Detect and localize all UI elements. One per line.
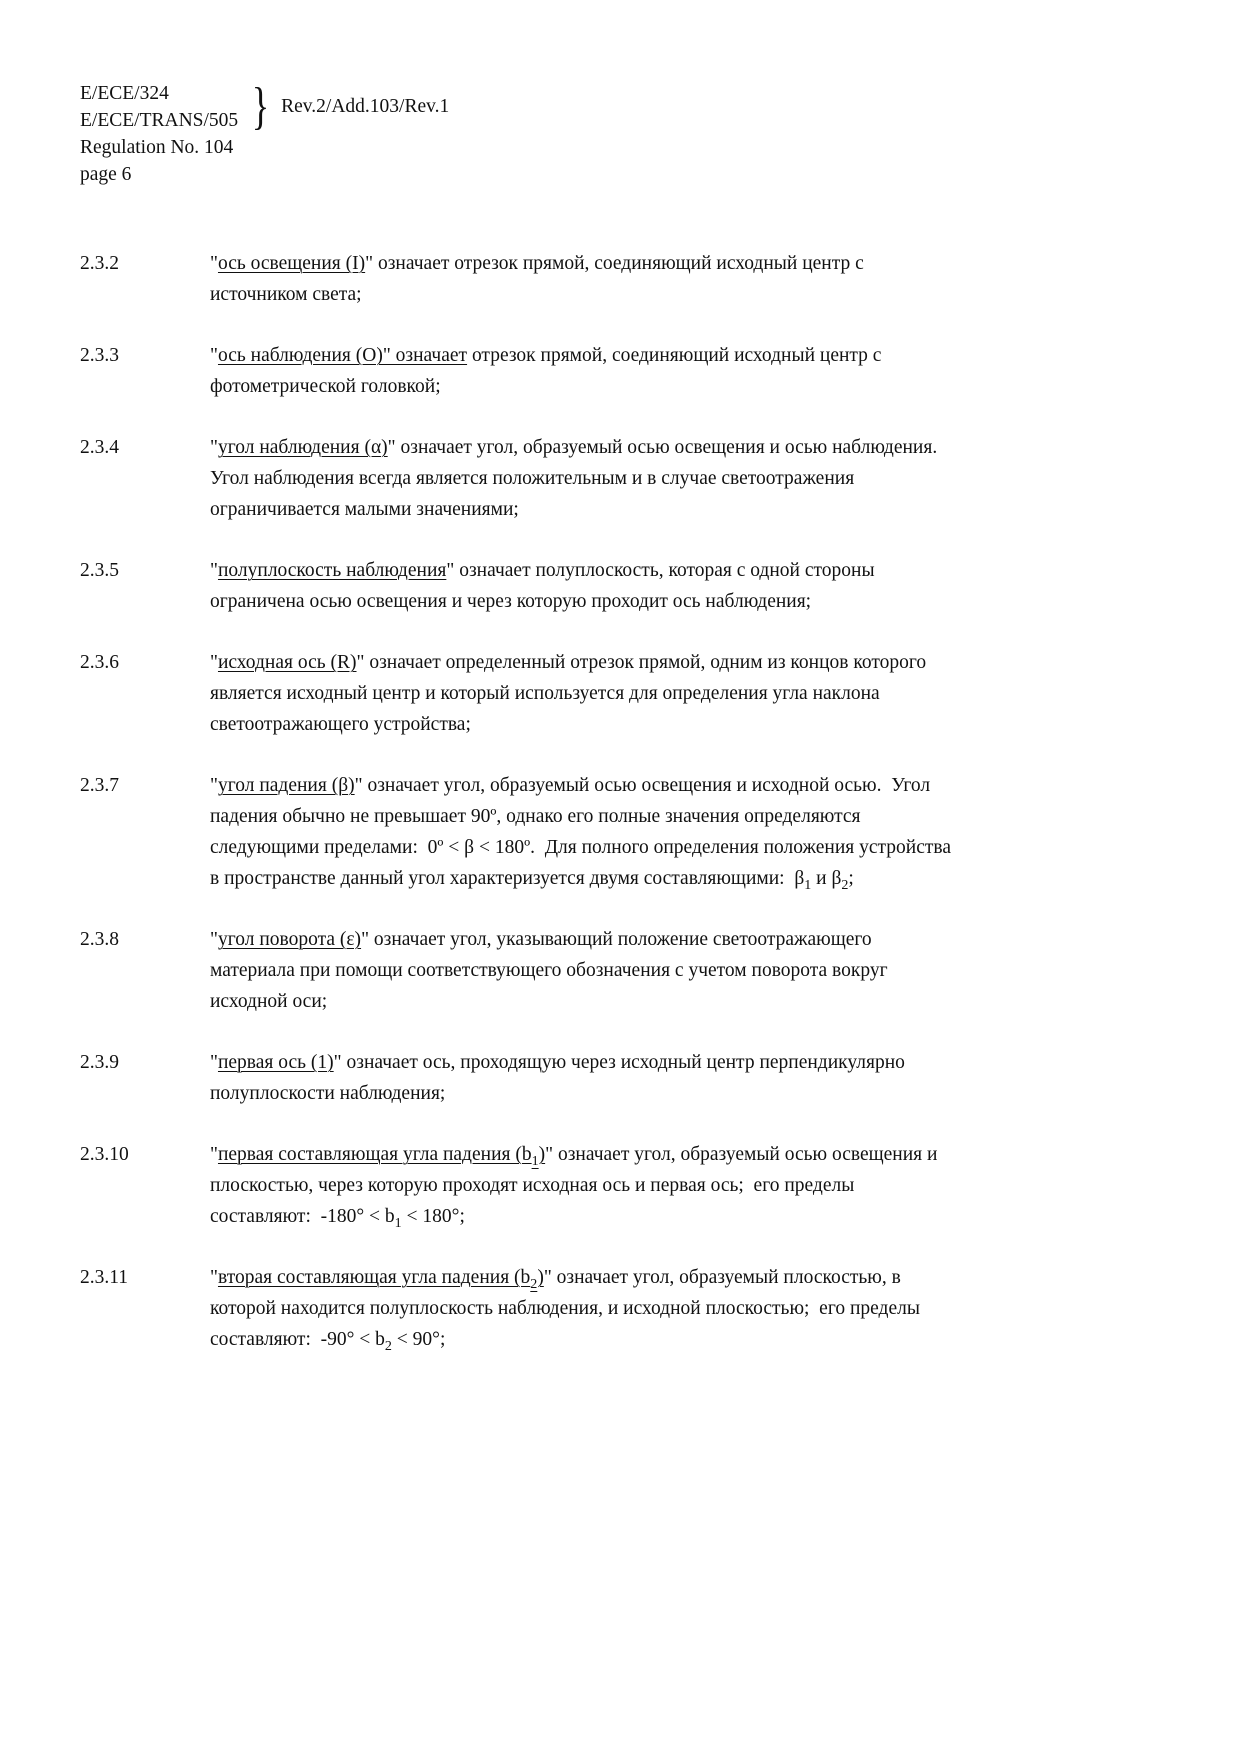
brace-glyph: } [251, 78, 270, 135]
doc-symbol-line-1: E/ECE/324 [80, 83, 169, 104]
text-segment: отрезок прямой, соединяющий исходный центр с фотометрической головкой; [210, 345, 887, 397]
paragraph-text [210, 340, 952, 402]
paragraph-text [210, 1262, 952, 1355]
paragraph-number: 2.3.2 [80, 253, 119, 274]
paragraph-text [210, 1047, 952, 1109]
paragraph-text [210, 770, 956, 894]
page-number: page 6 [80, 164, 132, 185]
text-segment: " означает угол, образуемый плоскостью, в которой находится полуплоскость наблюдения, и исходной плоскостью; его пределы составляют: -90° < b [210, 1267, 925, 1350]
text-segment: " означает ось, проходящую через исходный центр перпендикулярно полуплоскости наблюдения; [210, 1052, 910, 1104]
definitions-list [80, 248, 1241, 1355]
defined-term: 1 [531, 1152, 539, 1169]
defined-term: 2 [530, 1275, 538, 1292]
text-segment: " [210, 1052, 218, 1073]
text-segment: " [210, 253, 218, 274]
regulation-number: Regulation No. 104 [80, 137, 234, 158]
text-segment: " [210, 1267, 218, 1288]
text-segment: " [210, 437, 218, 458]
definition-paragraph [80, 340, 1241, 402]
paragraph-text [210, 432, 952, 525]
paragraph-number: 2.3.10 [80, 1144, 129, 1165]
definition-paragraph [80, 248, 1241, 310]
paragraph-text [210, 555, 952, 617]
paragraph-number: 2.3.4 [80, 437, 119, 458]
defined-term: угол падения (β) [217, 775, 355, 796]
text-segment: < 90°; [391, 1329, 446, 1350]
definition-paragraph [80, 1139, 1241, 1232]
text-segment: " означает полуплоскость, которая с одной стороны ограничена осью освещения и через которую проходит ось наблюдения; [210, 560, 880, 612]
paragraph-text [210, 248, 952, 310]
text-segment: " означает угол, образуемый осью освещения и исходной осью. Угол падения обычно не превышает 90º, однако его полные значения определяются следующими пределами: 0º < β < 180º. Для полного определения положения устройства в пространстве данный угол характеризуется двумя составляющими: β [210, 775, 956, 889]
definition-paragraph [80, 1047, 1241, 1109]
text-segment: 1 [804, 876, 812, 893]
text-segment: ; [848, 868, 854, 889]
text-segment: 1 [394, 1214, 402, 1231]
definition-paragraph [80, 555, 1241, 617]
paragraph-number: 2.3.5 [80, 560, 119, 581]
document-header [80, 80, 1241, 188]
text-segment: 2 [384, 1337, 392, 1354]
defined-term: ) [538, 1144, 546, 1165]
text-segment: " означает определенный отрезок прямой, одним из концов которого является исходный центр и который используется для определения угла наклона светоотражающего устройства; [210, 652, 931, 735]
definition-paragraph [80, 770, 1241, 894]
text-segment: " [210, 775, 218, 796]
defined-term: первая ось (1) [217, 1052, 334, 1073]
text-segment: " означает угол, образуемый осью освещения и плоскостью, через которую проходят исходная ось и первая ось; его пределы составляют: -180° < b [210, 1144, 943, 1227]
paragraph-text [210, 1139, 952, 1232]
paragraph-number: 2.3.11 [80, 1267, 129, 1288]
defined-term: исходная ось (R) [217, 652, 357, 673]
revision-label: Rev.2/Add.103/Rev.1 [281, 96, 450, 117]
text-segment: и β [811, 868, 842, 889]
paragraph-number: 2.3.6 [80, 652, 119, 673]
defined-term: вторая составляющая угла падения (b [217, 1267, 531, 1288]
text-segment: " означает угол, образуемый осью освещения и осью наблюдения. Угол наблюдения всегда является положительным и в случае светоотражения ограничивается малыми значениями; [210, 437, 947, 520]
text-segment: 2 [841, 876, 849, 893]
doc-symbol-block [80, 80, 1241, 134]
paragraph-number: 2.3.8 [80, 929, 119, 950]
defined-term: полуплоскость наблюдения [217, 560, 447, 581]
paragraph-text [210, 924, 952, 1017]
doc-symbol-lines [80, 80, 238, 134]
doc-symbol-line-2: E/ECE/TRANS/505 [80, 110, 239, 131]
definition-paragraph [80, 924, 1241, 1017]
defined-term: ) [537, 1267, 544, 1288]
paragraph-text [210, 647, 952, 740]
paragraph-number: 2.3.7 [80, 775, 119, 796]
paragraph-number: 2.3.3 [80, 345, 119, 366]
definition-paragraph [80, 647, 1241, 740]
text-segment: " означает отрезок прямой, соединяющий исходный центр с источником света; [210, 253, 869, 305]
paragraph-number: 2.3.9 [80, 1052, 119, 1073]
text-segment: < 180°; [401, 1206, 465, 1227]
definition-paragraph [80, 1262, 1241, 1355]
text-segment: " [210, 345, 218, 366]
text-segment: " [210, 929, 218, 950]
defined-term: ось наблюдения (O)" означает [217, 345, 468, 366]
defined-term: ось освещения (I) [217, 253, 366, 274]
defined-term: угол наблюдения (α) [217, 437, 388, 458]
text-segment: " [210, 652, 218, 673]
text-segment: " [210, 560, 218, 581]
text-segment: " [210, 1144, 218, 1165]
defined-term: первая составляющая угла падения (b [217, 1144, 532, 1165]
text-segment: " означает угол, указывающий положение светоотражающего материала при помощи соответствующего обозначения с учетом поворота вокруг исходной оси; [210, 929, 893, 1012]
defined-term: угол поворота (ε) [217, 929, 362, 950]
definition-paragraph [80, 432, 1241, 525]
